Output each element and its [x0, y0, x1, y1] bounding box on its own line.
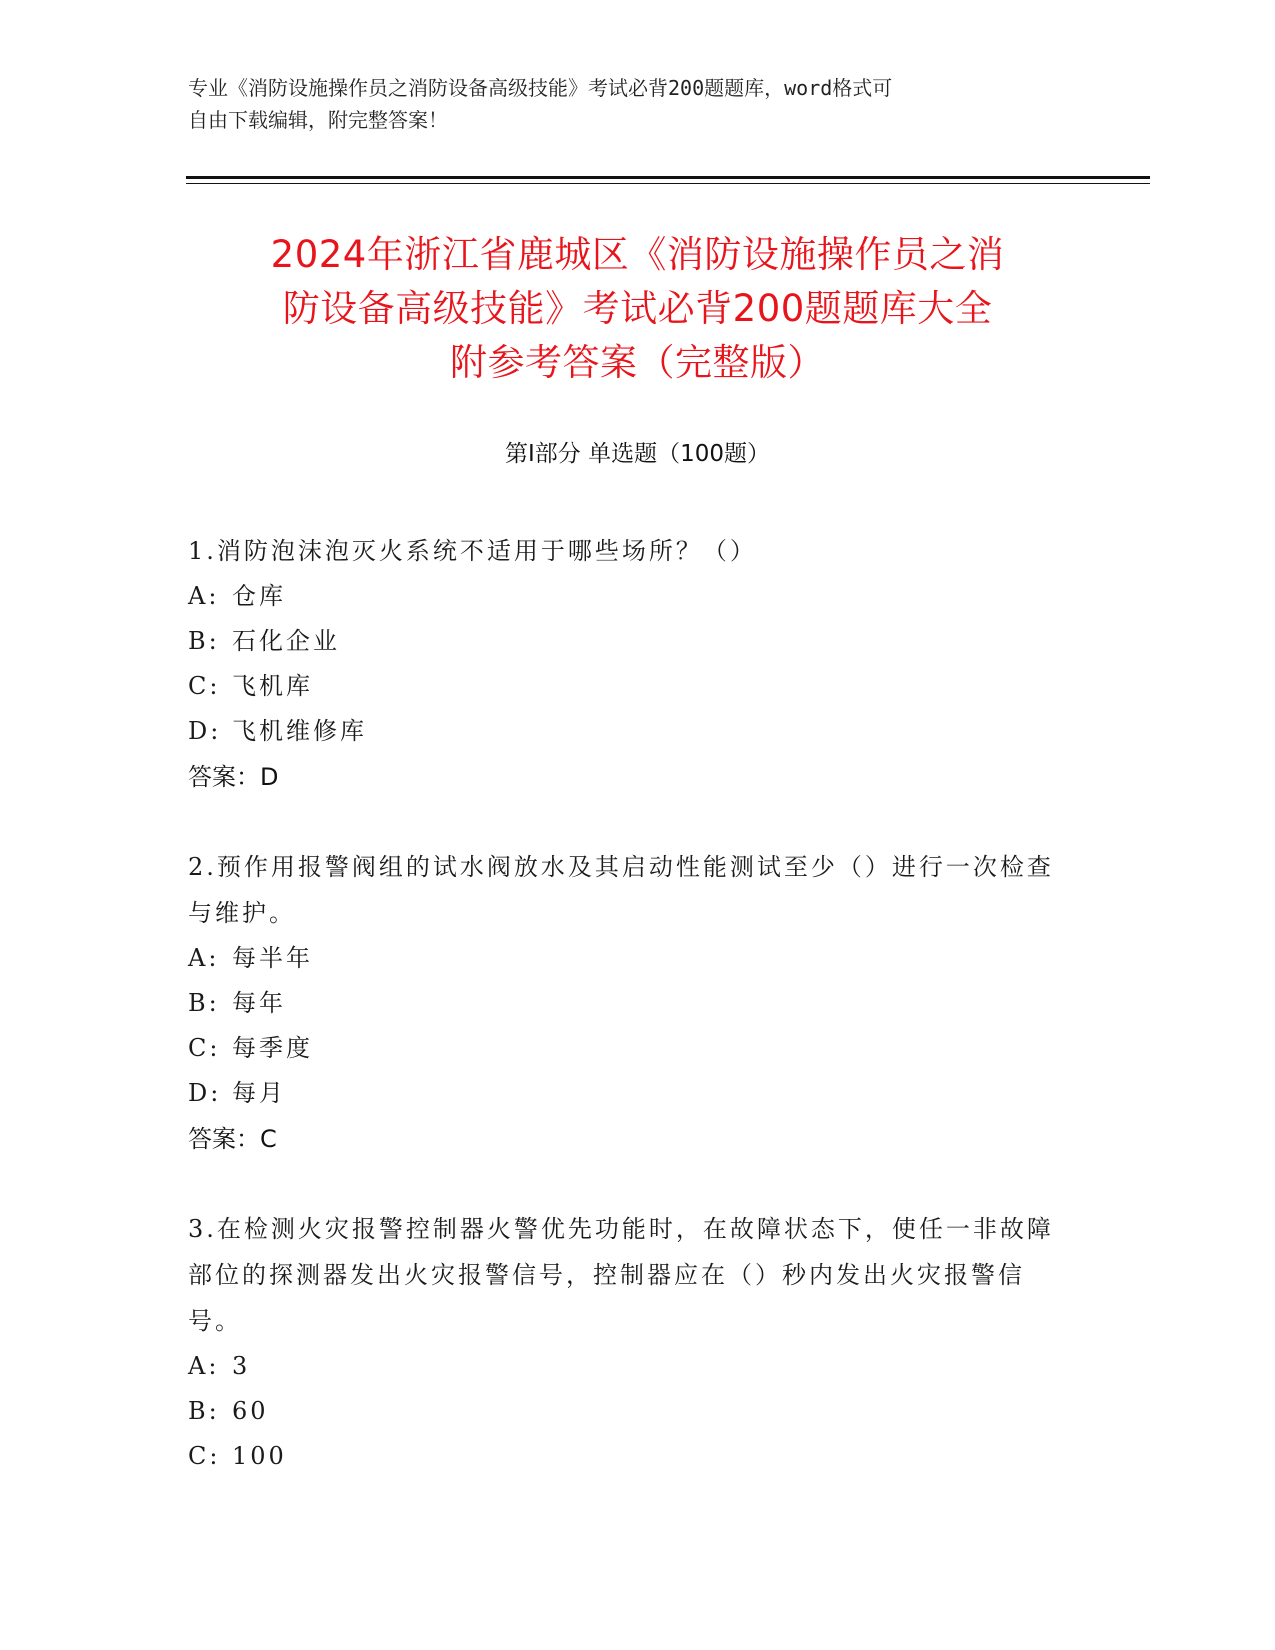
question-text: 3.在检测火灾报警控制器火警优先功能时，在故障状态下，使任一非故障部位的探测器发出火灾报警信号，控制器应在（）秒内发出火灾报警信号。 [188, 1215, 1054, 1335]
option-letter: B: [188, 1397, 220, 1425]
option-b [188, 619, 1068, 664]
option-letter: A: [188, 944, 220, 972]
option-letter: D: [188, 1079, 222, 1107]
answer-label: 答案：C [188, 1125, 277, 1153]
option-a [188, 574, 1068, 619]
document-title-line-2: 防设备高级技能》考试必背200题题库大全 [282, 287, 993, 330]
option-letter: B: [188, 627, 220, 655]
option-text: 石化企业 [232, 627, 340, 655]
header-divider-thin [186, 183, 1150, 184]
option-letter: C: [188, 672, 221, 700]
option-text: 每半年 [232, 944, 313, 972]
option-text: 每季度 [232, 1034, 313, 1062]
question-text: 1.消防泡沫泡灭火系统不适用于哪些场所？（） [188, 537, 757, 565]
option-text: 100 [232, 1442, 287, 1470]
option-d [188, 709, 1068, 754]
question-2 [188, 844, 1068, 1162]
option-text: 每月 [232, 1079, 286, 1107]
option-c [188, 1434, 1068, 1479]
option-text: 仓库 [232, 582, 286, 610]
document-title [180, 228, 1095, 390]
option-b [188, 1389, 1068, 1434]
option-text: 飞机库 [232, 672, 313, 700]
header-note-line-2: 自由下载编辑，附完整答案！ [188, 108, 448, 132]
document-title-line-1: 2024年浙江省鹿城区《消防设施操作员之消 [270, 233, 1005, 276]
question-1 [188, 528, 1068, 800]
option-c [188, 1026, 1068, 1071]
option-c [188, 664, 1068, 709]
option-text: 每年 [232, 989, 286, 1017]
document-title-line-3: 附参考答案（完整版） [450, 341, 825, 384]
option-b [188, 981, 1068, 1026]
option-letter: D: [188, 717, 222, 745]
option-letter: C: [188, 1442, 221, 1470]
header-divider-thick [186, 176, 1150, 179]
question-3 [188, 1206, 1068, 1479]
header-note-line-1: 专业《消防设施操作员之消防设备高级技能》考试必背200题题库，word格式可 [188, 76, 893, 100]
option-letter: A: [188, 1352, 220, 1380]
question-list [188, 528, 1068, 1523]
option-letter: C: [188, 1034, 221, 1062]
option-a [188, 936, 1068, 981]
header-note [188, 72, 1088, 136]
option-text: 3 [232, 1352, 251, 1380]
option-letter: A: [188, 582, 220, 610]
option-letter: B: [188, 989, 220, 1017]
answer-label: 答案：D [188, 763, 279, 791]
section-title: 第Ⅰ部分 单选题（100题） [505, 441, 770, 467]
option-text: 飞机维修库 [232, 717, 367, 745]
option-a [188, 1344, 1068, 1389]
option-text: 60 [232, 1397, 269, 1425]
option-d [188, 1071, 1068, 1116]
question-text: 2.预作用报警阀组的试水阀放水及其启动性能测试至少（）进行一次检查与维护。 [188, 853, 1054, 927]
